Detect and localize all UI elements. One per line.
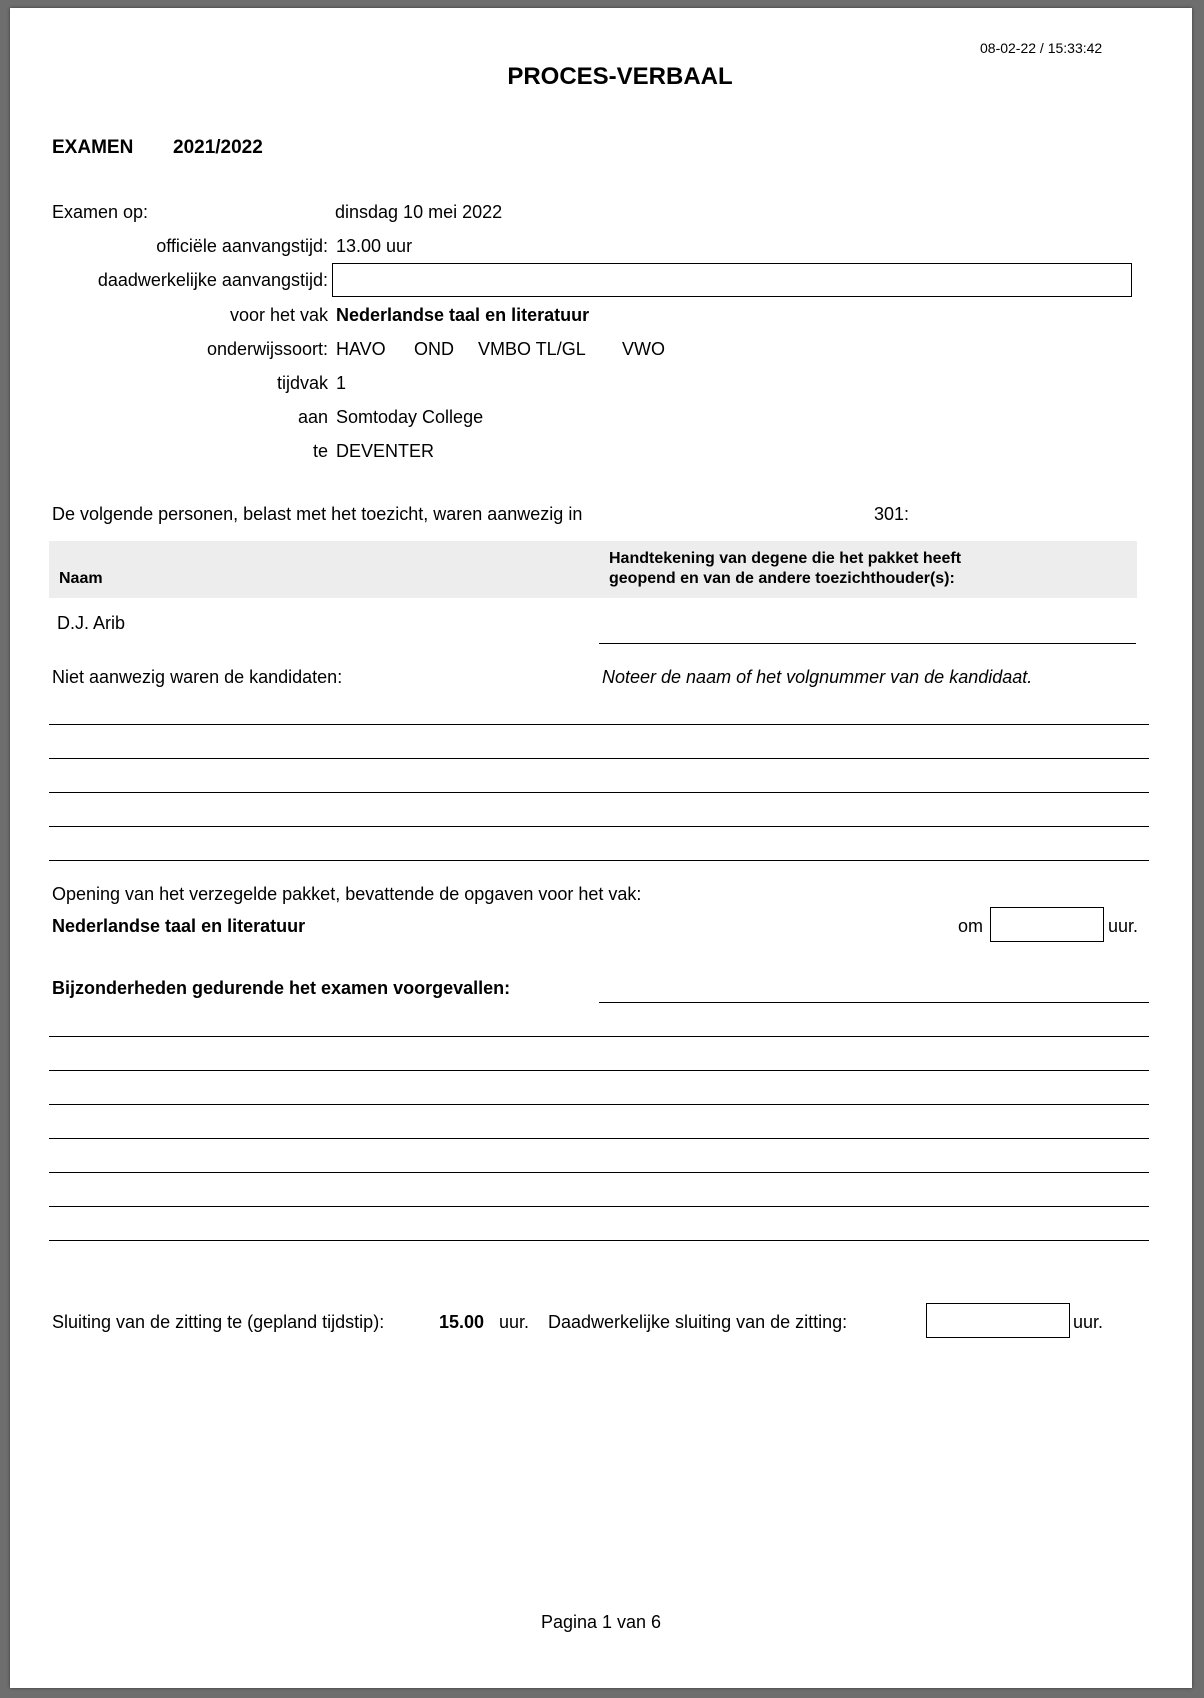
absent-line[interactable] xyxy=(49,826,1149,827)
opening-om-label: om xyxy=(958,916,984,936)
opening-label: Opening van het verzegelde pakket, bevattende de opgaven voor het vak: xyxy=(52,884,642,904)
closing-planned-label: Sluiting van de zitting te (gepland tijdstip): xyxy=(52,1312,385,1332)
closing-planned-time: 15.00 xyxy=(439,1312,485,1332)
closing-actual-label: Daadwerkelijke sluiting van de zitting: xyxy=(548,1312,848,1332)
incident-line[interactable] xyxy=(49,1240,1149,1241)
date-value: dinsdag 10 mei 2022 xyxy=(335,202,503,222)
period-label: tijdvak xyxy=(276,373,328,393)
city-value: DEVENTER xyxy=(336,441,435,461)
supervisor-name: D.J. Arib xyxy=(57,613,126,633)
incident-line[interactable] xyxy=(49,1138,1149,1139)
absent-note: Noteer de naam of het volgnummer van de kandidaat. xyxy=(602,667,1033,687)
absent-line[interactable] xyxy=(49,792,1149,793)
subject-label: voor het vak xyxy=(229,305,328,325)
absent-line[interactable] xyxy=(49,724,1149,725)
closing-actual-field[interactable] xyxy=(926,1303,1070,1338)
official-start-value: 13.00 uur xyxy=(336,236,413,256)
supervision-table-header xyxy=(49,541,1137,598)
official-start-label: officiële aanvangstijd: xyxy=(156,236,328,256)
edu-type-ond: OND xyxy=(414,339,454,359)
signature-line[interactable] xyxy=(599,643,1136,644)
page-title: PROCES-VERBAAL xyxy=(507,63,733,90)
column-signature-header-line2: geopend en van de andere toezichthouder(s): xyxy=(609,570,955,587)
incident-line[interactable] xyxy=(49,1036,1149,1037)
page-number: Pagina 1 van 6 xyxy=(540,1612,662,1632)
room-number: 301: xyxy=(874,504,910,524)
date-label: Examen op: xyxy=(52,202,149,222)
column-signature-header-line1: Handtekening van degene die het pakket heeft xyxy=(609,550,962,567)
incident-line[interactable] xyxy=(49,1172,1149,1173)
absent-label: Niet aanwezig waren de kandidaten: xyxy=(52,667,343,687)
incident-line[interactable] xyxy=(49,1206,1149,1207)
absent-line[interactable] xyxy=(49,860,1149,861)
timestamp: 08-02-22 / 15:33:42 xyxy=(980,40,1103,56)
column-name-header: Naam xyxy=(59,570,103,587)
city-label: te xyxy=(312,441,328,461)
edu-type-label: onderwijssoort: xyxy=(206,339,328,359)
subject-value: Nederlandse taal en literatuur xyxy=(336,305,590,325)
actual-start-label: daadwerkelijke aanvangstijd: xyxy=(97,270,328,290)
absent-line[interactable] xyxy=(49,758,1149,759)
school-label: aan xyxy=(297,407,328,427)
opening-uur-label: uur. xyxy=(1108,916,1139,936)
edu-type-havo: HAVO xyxy=(336,339,386,359)
incident-line[interactable] xyxy=(49,1070,1149,1071)
actual-start-field[interactable] xyxy=(332,263,1132,297)
closing-actual-uur: uur. xyxy=(1073,1312,1104,1332)
incidents-label: Bijzonderheden gedurende het examen voorgevallen: xyxy=(52,978,511,998)
edu-type-vwo: VWO xyxy=(622,339,665,359)
incident-line[interactable] xyxy=(49,1104,1149,1105)
school-value: Somtoday College xyxy=(336,407,484,427)
edu-type-vmbo: VMBO TL/GL xyxy=(478,339,586,359)
opening-subject: Nederlandse taal en literatuur xyxy=(52,916,306,936)
exam-label: EXAMEN xyxy=(52,137,134,158)
opening-time-field[interactable] xyxy=(990,907,1104,942)
supervision-intro: De volgende personen, belast met het toezicht, waren aanwezig in xyxy=(52,504,583,524)
exam-year: 2021/2022 xyxy=(173,137,263,158)
document-page xyxy=(10,8,1192,1688)
incident-line[interactable] xyxy=(599,1002,1149,1003)
period-value: 1 xyxy=(336,373,347,393)
closing-planned-uur: uur. xyxy=(499,1312,530,1332)
